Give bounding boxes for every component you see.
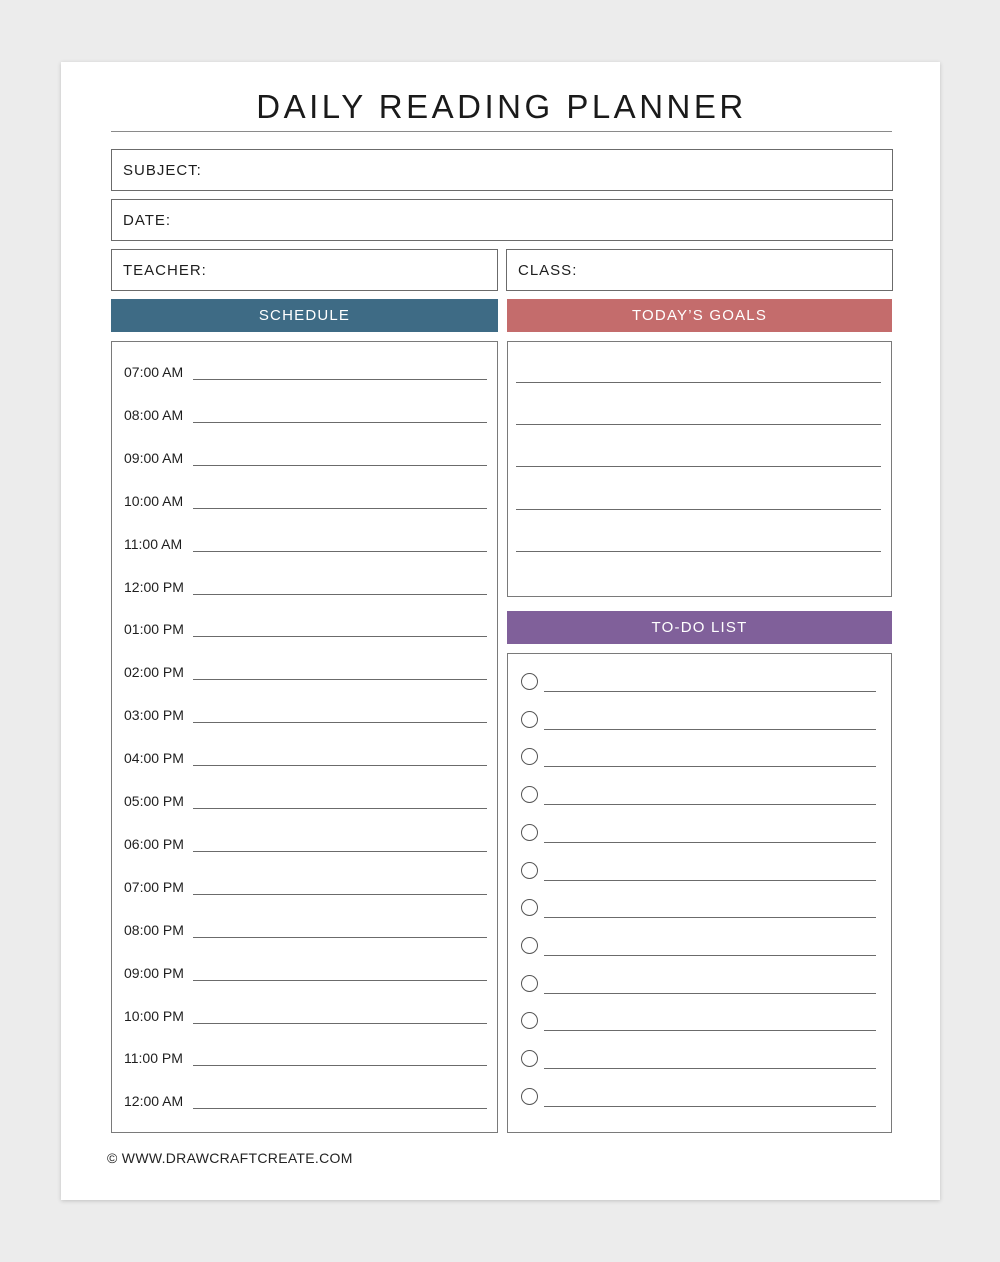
- schedule-time: 01:00 PM: [124, 621, 184, 638]
- checkbox-circle-icon[interactable]: [521, 673, 538, 690]
- schedule-time: 09:00 AM: [124, 449, 184, 466]
- schedule-row[interactable]: [124, 446, 487, 466]
- todo-item[interactable]: [521, 824, 876, 846]
- schedule-time: 08:00 AM: [124, 406, 184, 423]
- schedule-row[interactable]: [124, 1046, 487, 1066]
- schedule-row[interactable]: [124, 703, 487, 723]
- goal-write-line[interactable]: [516, 509, 881, 510]
- checkbox-circle-icon[interactable]: [521, 711, 538, 728]
- todo-item[interactable]: [521, 748, 876, 770]
- schedule-time: 02:00 PM: [124, 664, 184, 681]
- todo-write-line[interactable]: [544, 993, 876, 994]
- class-field[interactable]: [506, 249, 893, 291]
- todo-item[interactable]: [521, 1088, 876, 1110]
- title-divider: [111, 131, 892, 132]
- schedule-row[interactable]: [124, 746, 487, 766]
- schedule-time: 10:00 PM: [124, 1007, 184, 1024]
- goal-write-line[interactable]: [516, 466, 881, 467]
- checkbox-circle-icon[interactable]: [521, 862, 538, 879]
- schedule-row[interactable]: [124, 918, 487, 938]
- todo-item[interactable]: [521, 711, 876, 733]
- schedule-write-line[interactable]: [193, 594, 487, 595]
- schedule-time: 07:00 PM: [124, 878, 184, 895]
- schedule-time: 06:00 PM: [124, 835, 184, 852]
- teacher-field[interactable]: [111, 249, 498, 291]
- todo-write-line[interactable]: [544, 691, 876, 692]
- checkbox-circle-icon[interactable]: [521, 786, 538, 803]
- schedule-write-line[interactable]: [193, 422, 487, 423]
- schedule-write-line[interactable]: [193, 379, 487, 380]
- class-label: CLASS:: [518, 261, 578, 279]
- goals-header: TODAY’S GOALS: [507, 299, 892, 332]
- schedule-time: 11:00 PM: [124, 1050, 183, 1067]
- schedule-row[interactable]: [124, 532, 487, 552]
- schedule-row[interactable]: [124, 575, 487, 595]
- schedule-row[interactable]: [124, 789, 487, 809]
- todo-item[interactable]: [521, 1050, 876, 1072]
- schedule-time: 03:00 PM: [124, 707, 184, 724]
- schedule-write-line[interactable]: [193, 851, 487, 852]
- checkbox-circle-icon[interactable]: [521, 1088, 538, 1105]
- subject-field[interactable]: [111, 149, 893, 191]
- schedule-row[interactable]: [124, 875, 487, 895]
- schedule-time: 11:00 AM: [124, 535, 183, 552]
- footer-copyright: © WWW.DRAWCRAFTCREATE.COM: [107, 1150, 353, 1166]
- todo-item[interactable]: [521, 862, 876, 884]
- todo-write-line[interactable]: [544, 955, 876, 956]
- checkbox-circle-icon[interactable]: [521, 975, 538, 992]
- schedule-row[interactable]: [124, 1089, 487, 1109]
- todo-write-line[interactable]: [544, 880, 876, 881]
- schedule-row[interactable]: [124, 360, 487, 380]
- schedule-row[interactable]: [124, 832, 487, 852]
- todo-write-line[interactable]: [544, 1030, 876, 1031]
- goal-write-line[interactable]: [516, 424, 881, 425]
- todo-item[interactable]: [521, 1012, 876, 1034]
- goal-write-line[interactable]: [516, 551, 881, 552]
- checkbox-circle-icon[interactable]: [521, 1050, 538, 1067]
- schedule-row[interactable]: [124, 617, 487, 637]
- todo-item[interactable]: [521, 786, 876, 808]
- subject-label: SUBJECT:: [123, 161, 202, 179]
- todo-write-line[interactable]: [544, 917, 876, 918]
- todo-header: TO-DO LIST: [507, 611, 892, 644]
- todo-write-line[interactable]: [544, 842, 876, 843]
- checkbox-circle-icon[interactable]: [521, 824, 538, 841]
- todo-write-line[interactable]: [544, 804, 876, 805]
- schedule-row[interactable]: [124, 1004, 487, 1024]
- todo-item[interactable]: [521, 937, 876, 959]
- schedule-header: SCHEDULE: [111, 299, 498, 332]
- todo-write-line[interactable]: [544, 729, 876, 730]
- schedule-row[interactable]: [124, 660, 487, 680]
- todo-item[interactable]: [521, 673, 876, 695]
- checkbox-circle-icon[interactable]: [521, 1012, 538, 1029]
- teacher-label: TEACHER:: [123, 261, 207, 279]
- schedule-time: 12:00 PM: [124, 578, 184, 595]
- todo-write-line[interactable]: [544, 1068, 876, 1069]
- schedule-write-line[interactable]: [193, 1108, 487, 1109]
- schedule-time: 04:00 PM: [124, 750, 184, 767]
- todo-write-line[interactable]: [544, 1106, 876, 1107]
- checkbox-circle-icon[interactable]: [521, 937, 538, 954]
- schedule-time: 09:00 PM: [124, 964, 184, 981]
- schedule-row[interactable]: [124, 961, 487, 981]
- schedule-write-line[interactable]: [193, 1065, 487, 1066]
- checkbox-circle-icon[interactable]: [521, 748, 538, 765]
- schedule-time: 08:00 PM: [124, 921, 184, 938]
- date-field[interactable]: [111, 199, 893, 241]
- schedule-write-line[interactable]: [193, 894, 487, 895]
- todo-write-line[interactable]: [544, 766, 876, 767]
- schedule-write-line[interactable]: [193, 508, 487, 509]
- goals-panel: [507, 341, 892, 597]
- schedule-row[interactable]: [124, 403, 487, 423]
- schedule-write-line[interactable]: [193, 1023, 487, 1024]
- schedule-write-line[interactable]: [193, 636, 487, 637]
- todo-item[interactable]: [521, 975, 876, 997]
- schedule-time: 12:00 AM: [124, 1093, 184, 1110]
- schedule-write-line[interactable]: [193, 679, 487, 680]
- schedule-row[interactable]: [124, 489, 487, 509]
- schedule-write-line[interactable]: [193, 765, 487, 766]
- schedule-write-line[interactable]: [193, 551, 487, 552]
- schedule-write-line[interactable]: [193, 937, 487, 938]
- date-label: DATE:: [123, 211, 172, 229]
- schedule-write-line[interactable]: [193, 465, 487, 466]
- schedule-write-line[interactable]: [193, 980, 487, 981]
- goal-write-line[interactable]: [516, 382, 881, 383]
- checkbox-circle-icon[interactable]: [521, 899, 538, 916]
- todo-item[interactable]: [521, 899, 876, 921]
- schedule-write-line[interactable]: [193, 722, 487, 723]
- page-title: DAILY READING PLANNER: [256, 88, 747, 125]
- schedule-time: 05:00 PM: [124, 793, 184, 809]
- schedule-write-line[interactable]: [193, 808, 487, 809]
- schedule-time: 07:00 AM: [124, 364, 184, 380]
- schedule-time: 10:00 AM: [124, 492, 184, 509]
